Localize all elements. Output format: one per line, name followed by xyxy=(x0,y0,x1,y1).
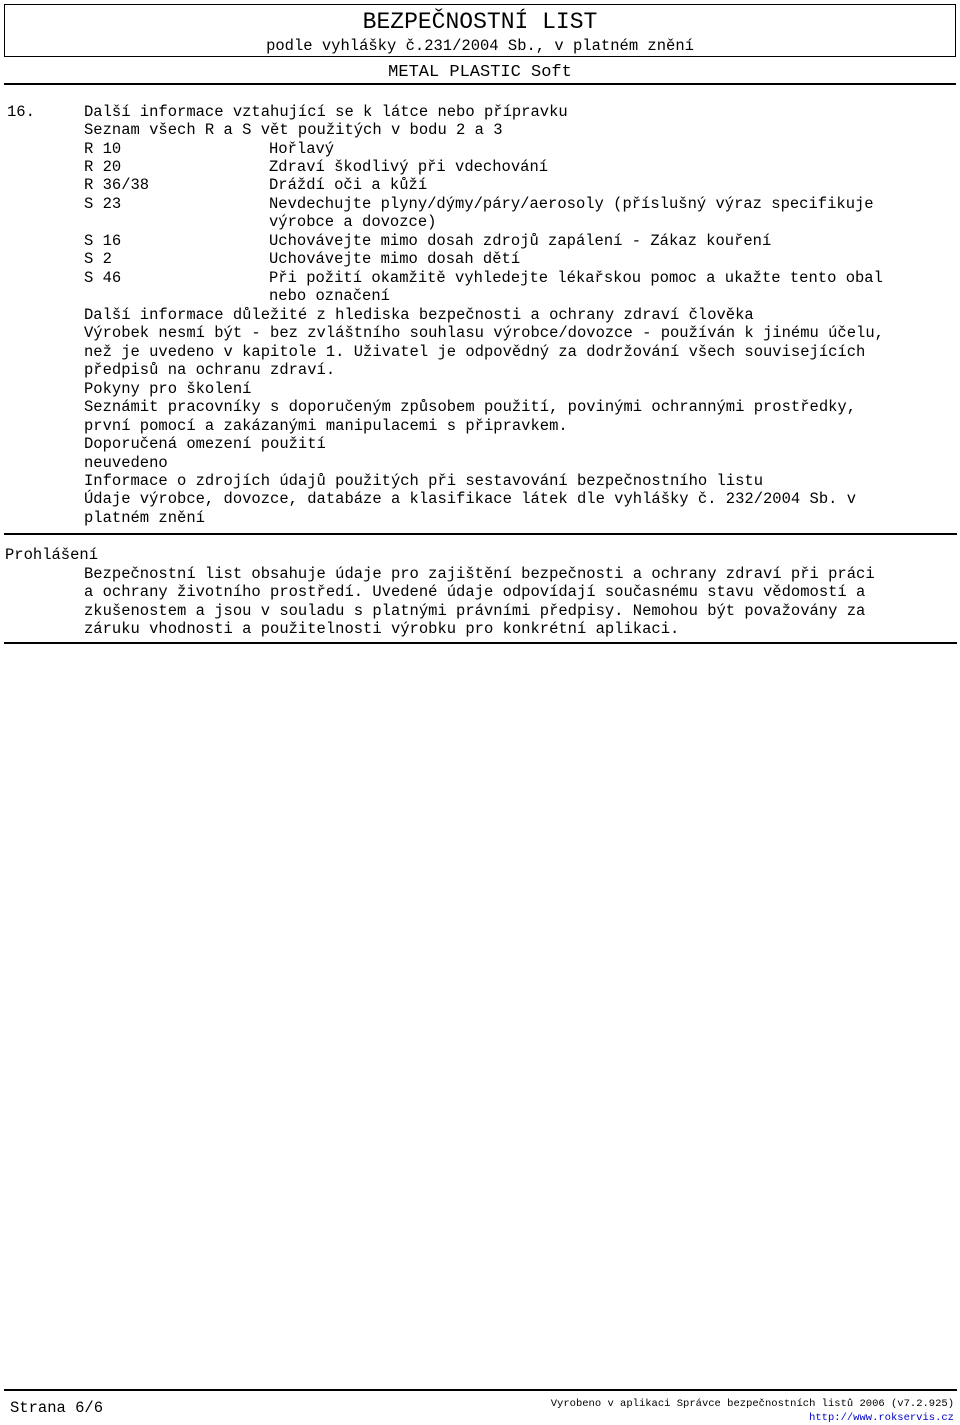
section-divider xyxy=(4,533,957,535)
footer-divider xyxy=(4,1389,957,1391)
phrase-text: nebo označení xyxy=(269,287,390,305)
phrase-text: Nevdechujte plyny/dýmy/páry/aerosoly (příslušný výraz specifikuje xyxy=(269,195,874,213)
page-number: Strana 6/6 xyxy=(10,1399,104,1417)
training-heading: Pokyny pro školení xyxy=(84,380,252,398)
product-name: METAL PLASTIC Soft xyxy=(4,59,956,85)
phrase-text: Zdraví škodlivý při vdechování xyxy=(269,158,549,176)
phrase-text: výrobce a dovozce) xyxy=(269,213,437,231)
sources-heading: Informace o zdrojích údajů použitých při sestavování bezpečnostního listu xyxy=(84,472,764,490)
sources-line: Údaje výrobce, dovozce, databáze a klasifikace látek dle vyhlášky č. 232/2004 Sb. v xyxy=(84,490,857,508)
training-line: Seznámit pracovníky s doporučeným způsobem použití, povinými ochrannými prostředky, xyxy=(84,398,857,416)
important-info-line: než je uvedeno v kapitole 1. Uživatel je odpovědný za dodržování všech souvisejících xyxy=(84,343,866,361)
important-info-line: předpisů na ochranu zdraví. xyxy=(84,361,336,379)
document-title: BEZPEČNOSTNÍ LIST xyxy=(362,9,598,35)
declaration-line: záruku vhodnosti a použitelnosti výrobku pro konkrétní aplikaci. xyxy=(84,620,680,638)
phrase-text: Dráždí oči a kůží xyxy=(269,176,428,194)
document-subtitle: podle vyhlášky č.231/2004 Sb., v platném znění xyxy=(266,37,694,55)
phrase-list-heading: Seznam všech R a S vět použitých v bodu 2 a 3 xyxy=(84,121,503,139)
declaration-line: zkušenostem a jsou v souladu s platnými právními předpisy. Nemohou být považovány za xyxy=(84,602,866,620)
phrase-text: Při požití okamžitě vyhledejte lékařskou pomoc a ukažte tento obal xyxy=(269,269,883,287)
phrase-code: S 23 xyxy=(84,195,122,213)
restrictions-value: neuvedeno xyxy=(84,454,168,472)
section-title: Další informace vztahující se k látce nebo přípravku xyxy=(84,103,568,121)
declaration-line: a ochrany životního prostředí. Uvedené údaje odpovídají současnému stavu vědomostí a xyxy=(84,583,866,601)
declaration-label: Prohlášení xyxy=(5,546,99,564)
phrase-code: S 16 xyxy=(84,232,122,250)
sources-line: platném znění xyxy=(84,509,205,527)
phrase-text: Hořlavý xyxy=(269,140,335,158)
phrase-code: R 20 xyxy=(84,158,122,176)
generator-note xyxy=(551,1397,954,1425)
important-info-line: Výrobek nesmí být - bez zvláštního souhlasu výrobce/dovozce - používán k jinému účelu, xyxy=(84,324,884,342)
declaration-line: Bezpečnostní list obsahuje údaje pro zajištění bezpečnosti a ochrany zdraví při práci xyxy=(84,565,875,583)
phrase-code: R 36/38 xyxy=(84,176,150,194)
generator-text: Vyrobeno v aplikaci Správce bezpečnostních listů 2006 (v7.2.925) xyxy=(550,1398,954,1410)
important-info-heading: Další informace důležité z hlediska bezpečnosti a ochrany zdraví člověka xyxy=(84,306,754,324)
section-number: 16. xyxy=(7,103,35,121)
section-divider xyxy=(4,642,957,644)
phrase-code: S 46 xyxy=(84,269,122,287)
phrase-code: R 10 xyxy=(84,140,122,158)
phrase-text: Uchovávejte mimo dosah dětí xyxy=(269,250,521,268)
training-line: první pomocí a zakázanými manipulacemi s připravkem. xyxy=(84,417,568,435)
phrase-code: S 2 xyxy=(84,250,112,268)
document-header xyxy=(4,4,956,57)
restrictions-heading: Doporučená omezení použití xyxy=(84,435,326,453)
website-link[interactable]: http://www.rokservis.cz xyxy=(809,1412,954,1424)
phrase-text: Uchovávejte mimo dosah zdrojů zapálení - Zákaz kouření xyxy=(269,232,772,250)
